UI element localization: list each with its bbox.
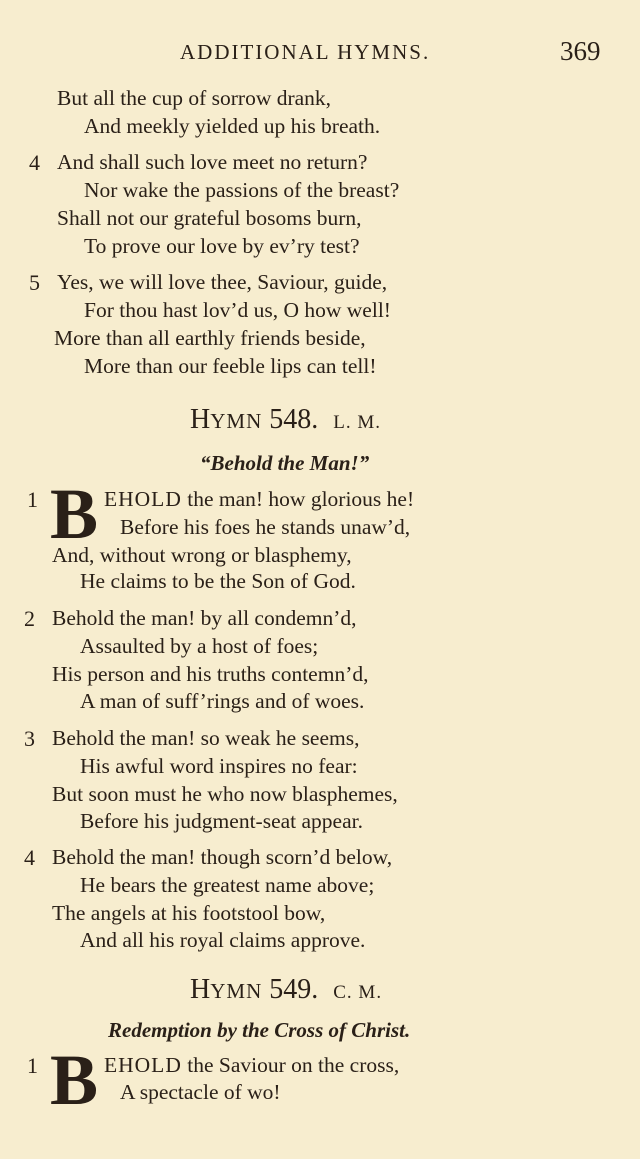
hymn-subtitle: “Behold the Man!” — [200, 451, 370, 475]
verse-line: A spectacle of wo! — [120, 1080, 281, 1104]
first-word: EHOLD — [104, 1053, 182, 1077]
first-word: EHOLD — [104, 487, 182, 511]
hymn-number: 549. — [269, 974, 319, 1005]
stanza-number: 1 — [27, 1053, 38, 1078]
verse-line: The angels at his footstool bow, — [52, 901, 326, 925]
verse-line: Behold the man! by all condemn’d, — [52, 606, 357, 630]
hymn-549-title — [190, 974, 382, 1006]
hymn-subtitle: Redemption by the Cross of Christ. — [108, 1018, 411, 1042]
verse-line: He bears the greatest name above; — [80, 873, 375, 897]
stanza-number: 3 — [24, 726, 35, 751]
verse-line — [104, 1055, 399, 1077]
page-number: 369 — [560, 36, 601, 66]
hymn-label-cap: H — [190, 974, 211, 1005]
verse-line: He claims to be the Son of God. — [80, 569, 356, 593]
stanza-number: 1 — [27, 487, 38, 512]
hymn-number: 548. — [269, 404, 319, 435]
verse-line: His awful word inspires no fear: — [80, 754, 358, 778]
verse-line: Before his foes he stands unaw’d, — [120, 515, 411, 539]
hymn-meter: C. M. — [333, 982, 383, 1003]
verse-line: And shall such love meet no return? — [57, 150, 368, 174]
verse-line: Yes, we will love thee, Saviour, guide, — [57, 270, 388, 294]
hymn-label-cap: H — [190, 404, 211, 435]
verse-line: His person and his truths contemn’d, — [52, 662, 369, 686]
verse-line: And meekly yielded up his breath. — [84, 114, 381, 138]
verse-line: More than all earthly friends beside, — [54, 326, 366, 350]
stanza-number: 5 — [29, 270, 40, 295]
verse-line: Behold the man! though scorn’d below, — [52, 845, 393, 869]
hymn-548-title — [190, 404, 381, 436]
hymn-meter: L. M. — [333, 412, 381, 433]
line-rest: the man! how glorious he! — [187, 487, 415, 511]
verse-line: Nor wake the passions of the breast? — [84, 178, 400, 202]
stanza-number: 4 — [29, 150, 40, 175]
page-header — [0, 36, 640, 76]
hymn-label-rest: YMN — [210, 409, 263, 433]
verse-line: But soon must he who now blasphemes, — [52, 782, 398, 806]
verse-line: Assaulted by a host of foes; — [80, 634, 319, 658]
verse-line: For thou hast lov’d us, O how well! — [84, 298, 391, 322]
drop-cap: B — [50, 1040, 99, 1120]
verse-line: But all the cup of sorrow drank, — [57, 86, 332, 110]
line-rest: the Saviour on the cross, — [187, 1053, 400, 1077]
verse-line: And all his royal claims approve. — [80, 928, 366, 952]
stanza-number: 2 — [24, 606, 35, 631]
verse-line: A man of suff’rings and of woes. — [80, 689, 365, 713]
hymn-label-rest: YMN — [210, 979, 263, 1003]
verse-line: Behold the man! so weak he seems, — [52, 726, 360, 750]
verse-line: And, without wrong or blasphemy, — [52, 543, 352, 567]
stanza-number: 4 — [24, 845, 35, 870]
verse-line: Shall not our grateful bosoms burn, — [57, 206, 362, 230]
verse-line: To prove our love by ev’ry test? — [84, 234, 360, 258]
verse-line — [104, 489, 414, 511]
verse-line: More than our feeble lips can tell! — [84, 354, 377, 378]
verse-line: Before his judgment-seat appear. — [80, 809, 363, 833]
drop-cap: B — [50, 474, 99, 554]
running-title: ADDITIONAL HYMNS. — [180, 40, 431, 64]
